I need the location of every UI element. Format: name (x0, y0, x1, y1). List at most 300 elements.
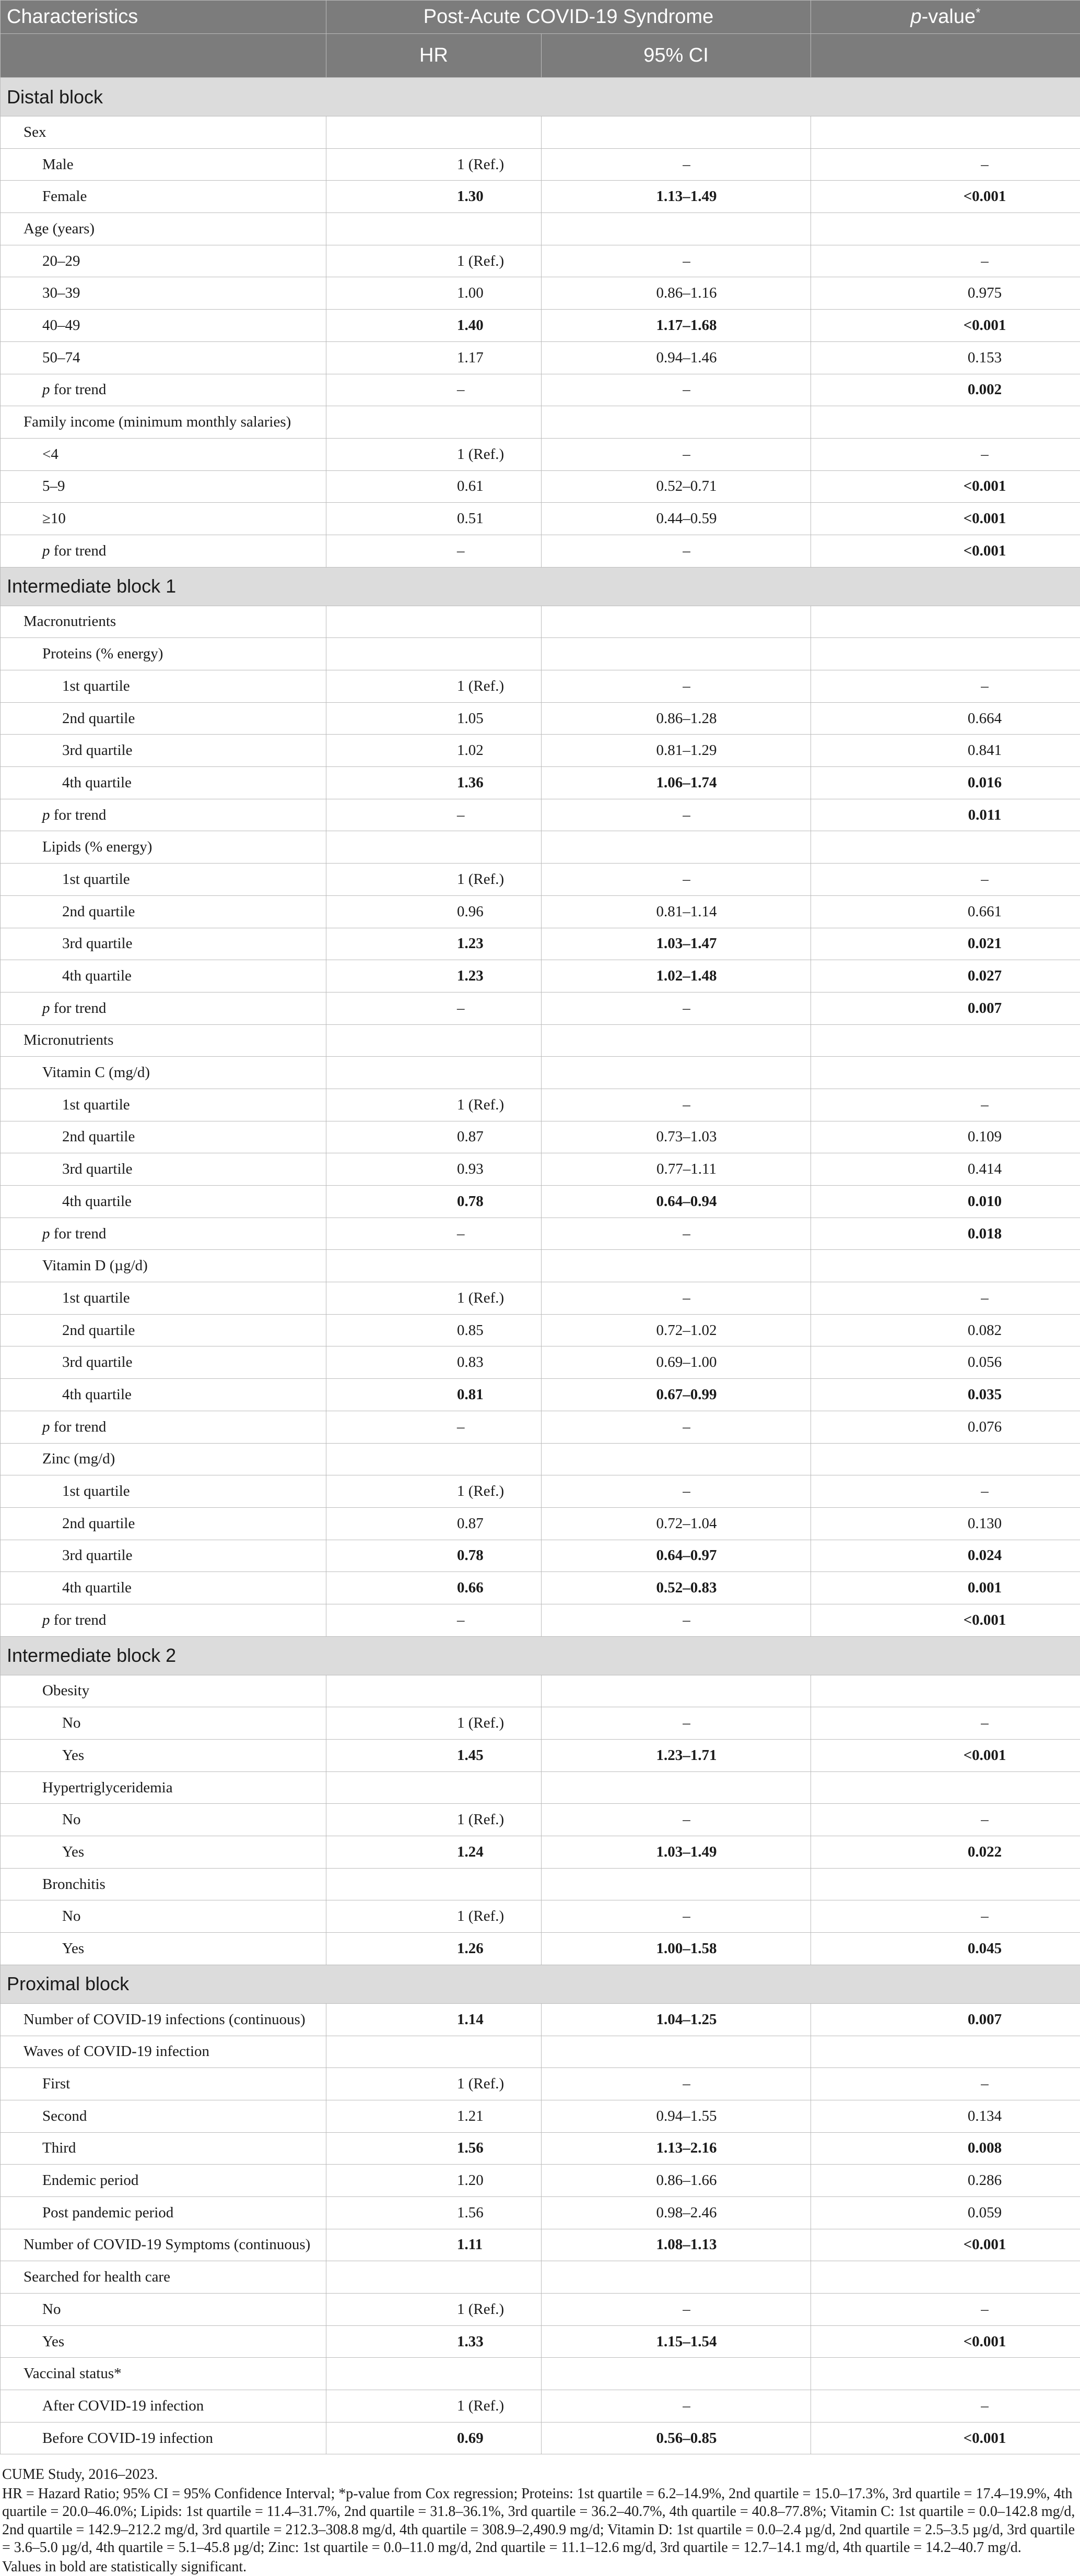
pvalue-cell: – (811, 2068, 1080, 2100)
table-row (1, 406, 1080, 439)
ci-cell: 0.81–1.14 (542, 895, 811, 928)
row-label: Yes (1, 2325, 326, 2358)
table-row (1, 2068, 1080, 2100)
row-label: No (1, 1804, 326, 1836)
header-pvalue (811, 1, 1080, 34)
row-label: 2nd quartile (1, 1507, 326, 1540)
header-ci: 95% CI (542, 34, 811, 78)
hr-cell: 0.66 (326, 1572, 542, 1604)
pvalue-cell: 0.975 (811, 277, 1080, 310)
row-label: 1st quartile (1, 1089, 326, 1121)
ci-cell: 1.00–1.58 (542, 1933, 811, 1965)
table-row (1, 799, 1080, 831)
hr-cell: 1.36 (326, 767, 542, 799)
header-characteristics: Characteristics (1, 1, 326, 34)
pvalue-cell: <0.001 (811, 1604, 1080, 1636)
block-header: Proximal block (1, 1965, 1080, 2003)
table-row (1, 1540, 1080, 1572)
table-body (1, 78, 1080, 2454)
block-header-row (1, 1636, 1080, 1675)
pvalue-cell: – (811, 1282, 1080, 1315)
row-label: Before COVID-19 infection (1, 2422, 326, 2454)
pvalue-cell: <0.001 (811, 2325, 1080, 2358)
ci-cell: – (542, 2294, 811, 2326)
row-label-trend (1, 1218, 326, 1250)
table-row (1, 1507, 1080, 1540)
pvalue-cell: 0.153 (811, 341, 1080, 374)
pvalue-cell (811, 638, 1080, 670)
table-footnotes (0, 2454, 1080, 2576)
hr-cell: 1 (Ref.) (326, 2390, 542, 2423)
hr-cell: 1 (Ref.) (326, 148, 542, 181)
row-label: Macronutrients (1, 606, 326, 638)
row-label: 3rd quartile (1, 928, 326, 960)
pvalue-cell: 0.414 (811, 1153, 1080, 1186)
table-row (1, 213, 1080, 245)
row-label-text: p for trend (42, 1419, 106, 1435)
block-header: Distal block (1, 78, 1080, 116)
ci-cell (542, 1250, 811, 1282)
hr-cell: 1.26 (326, 1933, 542, 1965)
ci-cell: 0.86–1.66 (542, 2165, 811, 2197)
ci-cell (542, 2358, 811, 2390)
pvalue-cell: – (811, 1804, 1080, 1836)
row-label: Male (1, 148, 326, 181)
row-label: 1st quartile (1, 1475, 326, 1508)
hr-cell (326, 1443, 542, 1475)
hr-cell: 1 (Ref.) (326, 2294, 542, 2326)
row-label: Female (1, 181, 326, 213)
hr-cell: – (326, 799, 542, 831)
table-row (1, 2390, 1080, 2423)
table-row (1, 1933, 1080, 1965)
header-pvalue-mark: * (976, 6, 980, 20)
hr-cell: 1 (Ref.) (326, 1804, 542, 1836)
ci-cell: 1.17–1.68 (542, 310, 811, 342)
hr-cell: 1.20 (326, 2165, 542, 2197)
footnote-abbreviations: HR = Hazard Ratio; 95% CI = 95% Confidence Interval; *p-value from Cox regression; Proteins: 1st quartile = 6.2–14.9%, 2nd quartile = 15.0–17.3%, 3rd quartile = 17.4–19.9%, 4th quartile = 20.0–46.0%; Lipids: 1st quartile = 11.4–31.7%, 2nd quartile = 31.8–36.1%, 3rd quartile = 36.2–40.7%, 4th quartile = 40.8–77.8%; Vitamin C: 1st quartile = 0.0–142.8 mg/d, 2nd quartile = 142.9–212.2 mg/d, 3rd quartile = 212.3–308.8 mg/d, 4th quartile = 308.9–2,490.9 mg/d; Vitamin D: 1st quartile = 0.0–2.4 µg/d, 2nd quartile = 2.5–3.5 µg/d, 3rd quartile = 3.6–5.0 µg/d, 4th quartile = 5.1–45.8 µg/d; Zinc: 1st quartile = 0.0–11.0 mg/d, 2nd quartile = 11.1–12.6 mg/d, 3rd quartile = 12.7–14.1 mg/d, 4th quartile = 14.2–40.7 mg/d. (2, 2485, 1078, 2557)
pvalue-cell: 0.010 (811, 1186, 1080, 1218)
pvalue-cell: 0.661 (811, 895, 1080, 928)
row-label-text: p for trend (42, 1612, 106, 1628)
table-row (1, 1379, 1080, 1411)
row-label-trend (1, 992, 326, 1024)
pvalue-cell: 0.027 (811, 960, 1080, 992)
pvalue-cell: 0.008 (811, 2132, 1080, 2165)
pvalue-cell (811, 116, 1080, 149)
table-row (1, 1153, 1080, 1186)
row-label: 2nd quartile (1, 1314, 326, 1346)
row-label-text: p for trend (42, 1000, 106, 1017)
hr-cell: 1 (Ref.) (326, 1282, 542, 1315)
ci-cell: 0.86–1.16 (542, 277, 811, 310)
ci-cell: 0.86–1.28 (542, 702, 811, 735)
row-label: Waves of COVID-19 infection (1, 2036, 326, 2068)
table-row (1, 1675, 1080, 1707)
ci-cell: – (542, 992, 811, 1024)
ci-cell: 1.13–2.16 (542, 2132, 811, 2165)
table-row (1, 1250, 1080, 1282)
ci-cell: – (542, 1282, 811, 1315)
row-label-text: p for trend (42, 807, 106, 823)
table-row (1, 2036, 1080, 2068)
row-label: Second (1, 2100, 326, 2132)
ci-cell (542, 1771, 811, 1804)
header-hr: HR (326, 34, 542, 78)
table-row (1, 1346, 1080, 1379)
table-row (1, 1836, 1080, 1869)
table-row (1, 1740, 1080, 1772)
table-header (1, 1, 1080, 78)
hr-cell (326, 1868, 542, 1900)
table-row (1, 1314, 1080, 1346)
table-row (1, 374, 1080, 406)
block-header: Intermediate block 2 (1, 1636, 1080, 1675)
pvalue-cell: – (811, 1900, 1080, 1933)
ci-cell (542, 2261, 811, 2294)
row-label: 5–9 (1, 470, 326, 503)
row-label: Post pandemic period (1, 2196, 326, 2229)
header-empty-right (811, 34, 1080, 78)
row-label: 2nd quartile (1, 895, 326, 928)
table-row (1, 341, 1080, 374)
table-row (1, 1572, 1080, 1604)
ci-cell (542, 1057, 811, 1089)
row-label: Proteins (% energy) (1, 638, 326, 670)
ci-cell: – (542, 1804, 811, 1836)
row-label: No (1, 1900, 326, 1933)
row-label: 4th quartile (1, 1572, 326, 1604)
ci-cell (542, 1868, 811, 1900)
hr-cell: 1.05 (326, 702, 542, 735)
hr-cell (326, 1250, 542, 1282)
pvalue-cell: – (811, 670, 1080, 703)
ci-cell: 0.72–1.04 (542, 1507, 811, 1540)
hr-cell: 1.45 (326, 1740, 542, 1772)
pvalue-cell: 0.022 (811, 1836, 1080, 1869)
hr-cell: – (326, 1604, 542, 1636)
row-label: <4 (1, 438, 326, 470)
pvalue-cell: <0.001 (811, 1740, 1080, 1772)
ci-cell: 1.03–1.47 (542, 928, 811, 960)
ci-cell (542, 638, 811, 670)
row-label: Sex (1, 116, 326, 149)
row-label: Age (years) (1, 213, 326, 245)
hr-cell: 1.56 (326, 2196, 542, 2229)
pvalue-cell (811, 1771, 1080, 1804)
footnote-bold: Values in bold are statistically significant. (2, 2558, 1078, 2576)
pvalue-cell: 0.002 (811, 374, 1080, 406)
table-row (1, 181, 1080, 213)
pvalue-cell: – (811, 2390, 1080, 2423)
ci-cell: – (542, 1900, 811, 1933)
pvalue-cell: 0.045 (811, 1933, 1080, 1965)
table-row (1, 1411, 1080, 1443)
ci-cell: – (542, 1475, 811, 1508)
table-row (1, 1604, 1080, 1636)
hr-cell: 1.24 (326, 1836, 542, 1869)
pvalue-cell: 0.056 (811, 1346, 1080, 1379)
hr-cell: 1.23 (326, 928, 542, 960)
row-label: 30–39 (1, 277, 326, 310)
hr-cell: 1 (Ref.) (326, 1089, 542, 1121)
hr-cell: 0.78 (326, 1186, 542, 1218)
pvalue-cell: 0.007 (811, 2003, 1080, 2036)
table-row (1, 2294, 1080, 2326)
hr-cell (326, 831, 542, 864)
hr-cell (326, 1771, 542, 1804)
table-row (1, 503, 1080, 535)
ci-cell: 1.13–1.49 (542, 181, 811, 213)
row-label: No (1, 1707, 326, 1740)
ci-cell: – (542, 438, 811, 470)
table-row (1, 470, 1080, 503)
hr-cell (326, 1057, 542, 1089)
table-row (1, 1218, 1080, 1250)
table-row (1, 2100, 1080, 2132)
hr-cell: 1 (Ref.) (326, 864, 542, 896)
ci-cell: 0.44–0.59 (542, 503, 811, 535)
pvalue-cell (811, 1250, 1080, 1282)
pvalue-cell: 0.130 (811, 1507, 1080, 1540)
ci-cell: – (542, 1604, 811, 1636)
pvalue-cell: 0.109 (811, 1121, 1080, 1153)
table-row (1, 638, 1080, 670)
row-label: 3rd quartile (1, 735, 326, 767)
table-row (1, 1707, 1080, 1740)
pvalue-cell (811, 831, 1080, 864)
pvalue-cell: – (811, 864, 1080, 896)
row-label: Searched for health care (1, 2261, 326, 2294)
row-label: 4th quartile (1, 767, 326, 799)
row-label: 2nd quartile (1, 702, 326, 735)
pvalue-cell: <0.001 (811, 503, 1080, 535)
pvalue-cell: 0.016 (811, 767, 1080, 799)
row-label: 4th quartile (1, 1379, 326, 1411)
hr-cell (326, 638, 542, 670)
hr-cell (326, 213, 542, 245)
row-label: Lipids (% energy) (1, 831, 326, 864)
table-row (1, 1121, 1080, 1153)
hr-cell: 1.14 (326, 2003, 542, 2036)
block-header-row (1, 1965, 1080, 2003)
ci-cell: 1.15–1.54 (542, 2325, 811, 2358)
pvalue-cell: 0.082 (811, 1314, 1080, 1346)
hr-cell: 1 (Ref.) (326, 2068, 542, 2100)
pvalue-cell (811, 2358, 1080, 2390)
row-label: 4th quartile (1, 960, 326, 992)
hr-cell (326, 1675, 542, 1707)
ci-cell: 0.77–1.11 (542, 1153, 811, 1186)
pvalue-cell: – (811, 1089, 1080, 1121)
pvalue-cell: – (811, 245, 1080, 277)
ci-cell: 1.23–1.71 (542, 1740, 811, 1772)
row-label: Obesity (1, 1675, 326, 1707)
pvalue-cell: 0.018 (811, 1218, 1080, 1250)
table-row (1, 670, 1080, 703)
row-label: Zinc (mg/d) (1, 1443, 326, 1475)
pvalue-cell: 0.664 (811, 702, 1080, 735)
hr-cell: 0.61 (326, 470, 542, 503)
ci-cell: 0.98–2.46 (542, 2196, 811, 2229)
row-label: Yes (1, 1740, 326, 1772)
pvalue-cell: 0.134 (811, 2100, 1080, 2132)
table-row (1, 2165, 1080, 2197)
hr-cell: 1 (Ref.) (326, 438, 542, 470)
hr-cell: 1 (Ref.) (326, 1707, 542, 1740)
table-row (1, 1900, 1080, 1933)
pvalue-cell: – (811, 148, 1080, 181)
ci-cell: 0.94–1.55 (542, 2100, 811, 2132)
table-row (1, 831, 1080, 864)
table-row (1, 2358, 1080, 2390)
row-label: After COVID-19 infection (1, 2390, 326, 2423)
table-row (1, 606, 1080, 638)
pvalue-cell: – (811, 1707, 1080, 1740)
hr-cell: 1.23 (326, 960, 542, 992)
hr-cell: 0.93 (326, 1153, 542, 1186)
ci-cell: – (542, 2068, 811, 2100)
table-row (1, 2229, 1080, 2261)
pvalue-cell (811, 1675, 1080, 1707)
ci-cell (542, 1675, 811, 1707)
hr-cell: 1.02 (326, 735, 542, 767)
ci-cell: 0.64–0.97 (542, 1540, 811, 1572)
hr-cell: 1.11 (326, 2229, 542, 2261)
table-row (1, 895, 1080, 928)
table-row (1, 1771, 1080, 1804)
ci-cell: 0.69–1.00 (542, 1346, 811, 1379)
table-row (1, 2003, 1080, 2036)
ci-cell (542, 606, 811, 638)
pvalue-cell: – (811, 1475, 1080, 1508)
pvalue-cell: – (811, 438, 1080, 470)
ci-cell: 0.52–0.71 (542, 470, 811, 503)
ci-cell (542, 1443, 811, 1475)
ci-cell: 0.56–0.85 (542, 2422, 811, 2454)
ci-cell: – (542, 670, 811, 703)
ci-cell: – (542, 864, 811, 896)
row-label: Micronutrients (1, 1024, 326, 1057)
table-row (1, 2132, 1080, 2165)
pvalue-cell: <0.001 (811, 2422, 1080, 2454)
pvalue-cell: 0.001 (811, 1572, 1080, 1604)
row-label: Vitamin C (mg/d) (1, 1057, 326, 1089)
ci-cell (542, 831, 811, 864)
row-label-text: p for trend (42, 381, 106, 398)
hr-cell: 1.21 (326, 2100, 542, 2132)
row-label: ≥10 (1, 503, 326, 535)
ci-cell: – (542, 374, 811, 406)
ci-cell: 0.64–0.94 (542, 1186, 811, 1218)
ci-cell: – (542, 535, 811, 567)
pvalue-cell: 0.841 (811, 735, 1080, 767)
table-row (1, 535, 1080, 567)
table-row (1, 1024, 1080, 1057)
pvalue-cell: <0.001 (811, 310, 1080, 342)
ci-cell: – (542, 1707, 811, 1740)
table-row (1, 2422, 1080, 2454)
pvalue-cell (811, 2261, 1080, 2294)
ci-cell: 0.73–1.03 (542, 1121, 811, 1153)
hr-cell (326, 1024, 542, 1057)
ci-cell: 1.02–1.48 (542, 960, 811, 992)
row-label: 1st quartile (1, 864, 326, 896)
row-label: Number of COVID-19 Symptoms (continuous) (1, 2229, 326, 2261)
pvalue-cell: 0.059 (811, 2196, 1080, 2229)
table-row (1, 2325, 1080, 2358)
pvalue-cell (811, 213, 1080, 245)
row-label: Yes (1, 1933, 326, 1965)
row-label-trend (1, 1411, 326, 1443)
row-label: 3rd quartile (1, 1346, 326, 1379)
table-row (1, 148, 1080, 181)
hr-cell: 1 (Ref.) (326, 1475, 542, 1508)
table-row (1, 928, 1080, 960)
table-row (1, 960, 1080, 992)
table-row (1, 310, 1080, 342)
pvalue-cell (811, 1057, 1080, 1089)
row-label: 40–49 (1, 310, 326, 342)
row-label: No (1, 2294, 326, 2326)
block-header-row (1, 78, 1080, 116)
table-row (1, 1089, 1080, 1121)
hr-cell: – (326, 374, 542, 406)
hr-cell: 0.87 (326, 1507, 542, 1540)
table-row (1, 1868, 1080, 1900)
pvalue-cell: 0.076 (811, 1411, 1080, 1443)
pvalue-cell (811, 1443, 1080, 1475)
row-label: 50–74 (1, 341, 326, 374)
table-row (1, 1443, 1080, 1475)
row-label: 20–29 (1, 245, 326, 277)
table-row (1, 1057, 1080, 1089)
hr-cell: 1.00 (326, 277, 542, 310)
pvalue-cell: 0.007 (811, 992, 1080, 1024)
hr-cell: 1 (Ref.) (326, 1900, 542, 1933)
hr-cell: – (326, 992, 542, 1024)
row-label-trend (1, 535, 326, 567)
hr-cell: 0.51 (326, 503, 542, 535)
row-label: Bronchitis (1, 1868, 326, 1900)
block-header-row (1, 567, 1080, 606)
row-label: 3rd quartile (1, 1540, 326, 1572)
hr-cell: 0.81 (326, 1379, 542, 1411)
header-empty-left (1, 34, 326, 78)
hr-cell: 1.33 (326, 2325, 542, 2358)
row-label: 2nd quartile (1, 1121, 326, 1153)
table-row (1, 438, 1080, 470)
hr-cell: 1 (Ref.) (326, 245, 542, 277)
row-label-trend (1, 1604, 326, 1636)
ci-cell (542, 1024, 811, 1057)
table-row (1, 277, 1080, 310)
row-label: Number of COVID-19 infections (continuous) (1, 2003, 326, 2036)
hr-cell: 1.40 (326, 310, 542, 342)
ci-cell: 0.52–0.83 (542, 1572, 811, 1604)
ci-cell: 1.04–1.25 (542, 2003, 811, 2036)
pvalue-cell (811, 606, 1080, 638)
row-label-trend (1, 799, 326, 831)
row-label: 3rd quartile (1, 1153, 326, 1186)
ci-cell: – (542, 2390, 811, 2423)
pvalue-cell: 0.286 (811, 2165, 1080, 2197)
hr-cell: 0.85 (326, 1314, 542, 1346)
ci-cell: – (542, 1089, 811, 1121)
block-header: Intermediate block 1 (1, 567, 1080, 606)
row-label: Yes (1, 1836, 326, 1869)
ci-cell: 0.67–0.99 (542, 1379, 811, 1411)
